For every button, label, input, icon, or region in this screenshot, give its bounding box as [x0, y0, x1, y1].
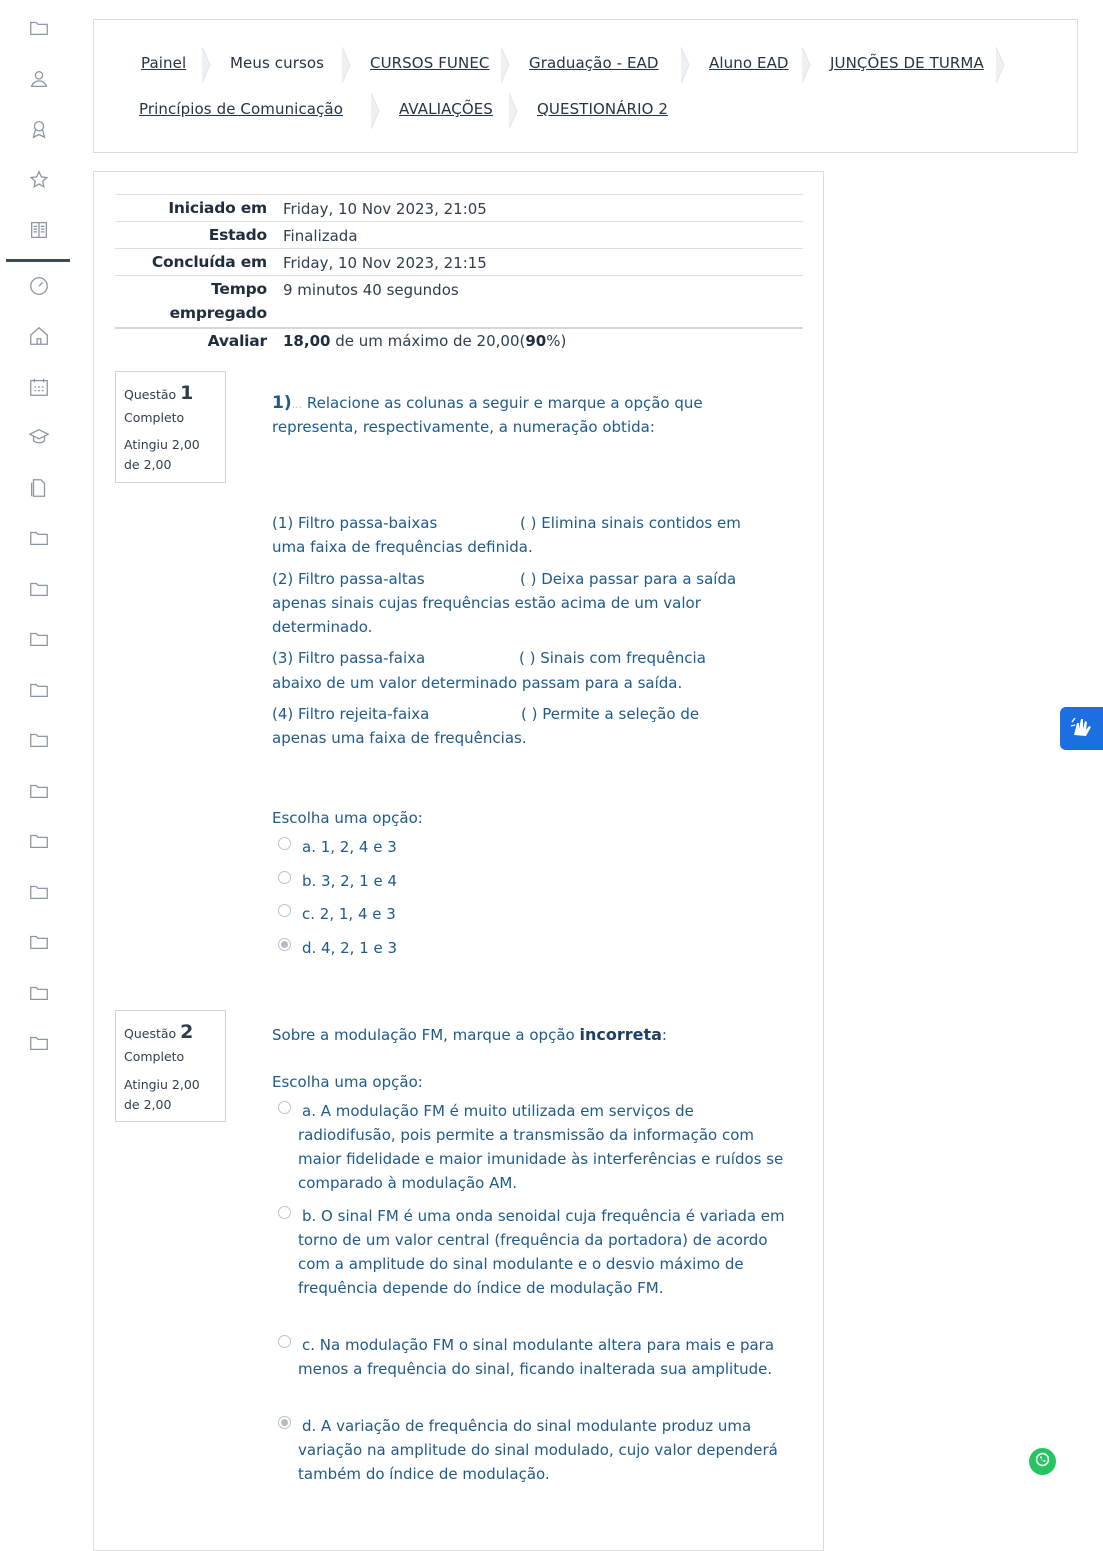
grade-text: de um máximo de 20,00( [330, 332, 526, 350]
choose-option-label: Escolha uma opção: [272, 809, 423, 827]
summary-row-completed [115, 248, 803, 276]
breadcrumb-meus-cursos: Meus cursos [230, 54, 325, 72]
grade-text: %) [546, 332, 567, 350]
question-2-info [115, 1010, 226, 1122]
vlibras-accessibility-button[interactable] [1060, 707, 1103, 750]
folder-icon[interactable] [26, 828, 52, 854]
question-prefix: 1) [272, 393, 292, 413]
radio-button[interactable] [278, 904, 291, 917]
radio-button[interactable] [278, 871, 291, 884]
chevron-right-icon [202, 47, 216, 83]
folder-icon[interactable] [26, 879, 52, 905]
match-continuation: determinado. [272, 618, 373, 636]
option-b[interactable] [278, 1204, 798, 1324]
question-status: Completo [124, 410, 185, 425]
breadcrumb-aluno-ead[interactable]: Aluno EAD [709, 54, 789, 72]
question-grade: Atingiu 2,00 [124, 1077, 200, 1092]
summary-label: Iniciado em [168, 199, 267, 217]
question-1-intro-line2: representa, respectivamente, a numeração obtida: [272, 418, 655, 436]
whatsapp-icon [1034, 1451, 1051, 1472]
question-number-value: 2 [180, 1021, 194, 1043]
breadcrumb-avaliacoes[interactable]: AVALIAÇÕES [399, 100, 493, 118]
question-1-intro [272, 391, 703, 417]
sign-language-hands-icon [1068, 713, 1096, 745]
match-continuation: apenas uma faixa de frequências. [272, 729, 527, 747]
breadcrumb-painel[interactable]: Painel [141, 54, 187, 72]
question-text: Sobre a modulação FM, marque a opção [272, 1026, 580, 1044]
question-number [124, 1021, 193, 1043]
left-sidebar [0, 0, 78, 1532]
question-1-info [115, 371, 226, 483]
chevron-right-icon [509, 93, 523, 129]
radio-button[interactable] [278, 1206, 291, 1219]
question-label: Questão [124, 387, 177, 402]
match-right: ( ) Sinais com frequência [519, 649, 706, 667]
option-label: c. Na modulação FM o sinal modulante altera para mais e para menos a frequência do sinal, ficando inalterada sua amplitude. [298, 1336, 775, 1378]
summary-value: Finalizada [283, 227, 358, 245]
summary-value: Friday, 10 Nov 2023, 21:05 [283, 200, 487, 218]
summary-row-started [115, 194, 803, 222]
match-right: ( ) Elimina sinais contidos em [520, 514, 741, 532]
radio-button[interactable] [278, 837, 291, 850]
breadcrumb-questionario-2[interactable]: QUESTIONÁRIO 2 [537, 100, 669, 118]
match-right: ( ) Deixa passar para a saída [520, 570, 737, 588]
question-status: Completo [124, 1049, 185, 1064]
radio-button[interactable] [278, 1335, 291, 1348]
summary-row-grade [115, 327, 803, 357]
summary-label: Concluída em [151, 253, 267, 271]
match-left: (1) Filtro passa-baixas [272, 514, 438, 532]
chevron-right-icon [371, 93, 385, 129]
folder-icon[interactable] [26, 626, 52, 652]
grade-percent: 90 [525, 332, 547, 350]
summary-label: Avaliar [207, 332, 267, 350]
option-a[interactable] [278, 1099, 798, 1195]
calendar-icon[interactable] [26, 374, 52, 400]
folder-icon[interactable] [26, 980, 52, 1006]
grade-score: 18,00 [283, 332, 331, 350]
breadcrumb [93, 19, 1078, 153]
match-item-2 [272, 567, 737, 591]
radio-button[interactable] [278, 1101, 291, 1114]
radio-button-selected[interactable] [278, 1416, 291, 1429]
match-continuation: abaixo de um valor determinado passam para a saída. [272, 674, 683, 692]
match-item-3 [272, 646, 706, 670]
match-continuation: apenas sinais cujas frequências estão acima de um valor [272, 594, 701, 612]
breadcrumb-graduacao-ead[interactable]: Graduação - EAD [529, 54, 659, 72]
whatsapp-button[interactable] [1029, 1448, 1056, 1475]
folder-icon[interactable] [26, 778, 52, 804]
breadcrumb-cursos-funec[interactable]: CURSOS FUNEC [370, 54, 490, 72]
breadcrumb-juncoes-de-turma[interactable]: JUNÇÕES DE TURMA [830, 54, 984, 72]
match-left: (3) Filtro passa-faixa [272, 649, 426, 667]
summary-value: 9 minutos 40 segundos [283, 281, 459, 299]
folder-icon[interactable] [26, 1030, 52, 1056]
question-2-stem [272, 1023, 667, 1047]
sidebar-divider [6, 259, 70, 262]
graduation-cap-icon[interactable] [26, 424, 52, 450]
radio-button-selected[interactable] [278, 938, 291, 951]
chevron-right-icon [802, 47, 816, 83]
dashboard-icon[interactable] [26, 273, 52, 299]
match-item-1 [272, 511, 741, 535]
chevron-right-icon [501, 47, 515, 83]
chevron-right-icon [681, 47, 695, 83]
star-icon[interactable] [26, 167, 52, 193]
match-left: (4) Filtro rejeita-faixa [272, 705, 430, 723]
option-label: d. A variação de frequência do sinal modulante produz uma variação na amplitude do sinal modulado, cujo valor dependerá também do índice de modulação. [298, 1417, 778, 1483]
question-emphasis: incorreta [579, 1025, 662, 1044]
summary-row-state [115, 221, 803, 249]
match-right: ( ) Permite a seleção de [521, 705, 700, 723]
option-label: c. 2, 1, 4 e 3 [302, 905, 396, 923]
question-ellipsis: ... [291, 398, 303, 411]
match-continuation: uma faixa de frequências definida. [272, 538, 533, 556]
user-icon[interactable] [26, 66, 52, 92]
option-label: a. 1, 2, 4 e 3 [302, 838, 397, 856]
badge-icon[interactable] [26, 116, 52, 142]
option-c[interactable] [278, 1333, 798, 1405]
question-number [124, 382, 193, 404]
match-left: (2) Filtro passa-altas [272, 570, 425, 588]
summary-row-time [115, 275, 803, 328]
option-label: a. A modulação FM é muito utilizada em serviços de radiodifusão, pois permite a transmissão da informação com maior fidelidade e maior imunidade às interferências e ruídos se comparado à modulação AM. [298, 1102, 784, 1192]
option-d[interactable] [278, 1414, 798, 1486]
home-icon[interactable] [26, 323, 52, 349]
folder-icon[interactable] [26, 15, 52, 41]
question-text: : [661, 1026, 667, 1044]
folder-icon[interactable] [26, 576, 52, 602]
option-label: d. 4, 2, 1 e 3 [302, 939, 398, 957]
question-grade: Atingiu 2,00 [124, 437, 200, 452]
question-grade: de 2,00 [124, 457, 172, 472]
option-label: b. 3, 2, 1 e 4 [302, 872, 398, 890]
folder-icon[interactable] [26, 727, 52, 753]
summary-label: Tempo [211, 280, 267, 298]
folder-icon[interactable] [26, 929, 52, 955]
question-number-value: 1 [180, 382, 194, 404]
choose-option-label: Escolha uma opção: [272, 1073, 423, 1091]
chevron-right-icon [342, 47, 356, 83]
option-label: b. O sinal FM é uma onda senoidal cuja frequência é variada em torno de um valor central (frequência da portadora) de acordo com a amplitude do sinal modulante e o desvio máximo de frequência depende do índice de modulação FM. [298, 1207, 785, 1297]
summary-grade-value [283, 332, 566, 350]
book-icon[interactable] [26, 217, 52, 243]
summary-value: Friday, 10 Nov 2023, 21:15 [283, 254, 487, 272]
question-text: Relacione as colunas a seguir e marque a opção que [302, 394, 703, 412]
summary-label: Estado [208, 226, 267, 244]
folder-icon[interactable] [26, 677, 52, 703]
files-icon[interactable] [26, 475, 52, 501]
breadcrumb-principios-de-comunicacao[interactable]: Princípios de Comunicação [139, 100, 344, 118]
chevron-right-icon [996, 47, 1010, 83]
summary-label: empregado [169, 304, 267, 322]
folder-icon[interactable] [26, 525, 52, 551]
question-grade: de 2,00 [124, 1097, 172, 1112]
question-label: Questão [124, 1026, 177, 1041]
match-item-4 [272, 702, 700, 726]
